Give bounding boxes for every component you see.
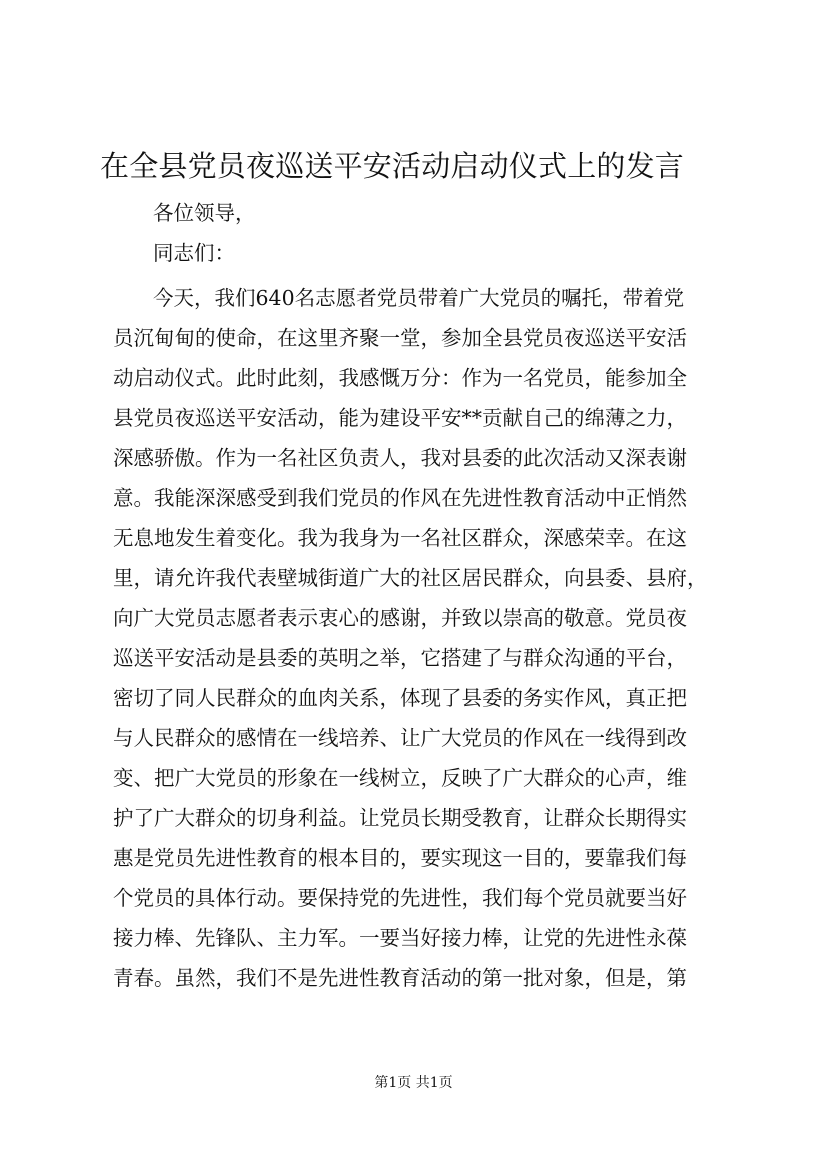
body-line: 员沉甸甸的使命，在这里齐聚一堂，参加全县党员夜巡送平安活 [113, 326, 687, 350]
page-footer: 第1页 共1页 [374, 1075, 453, 1091]
salutation-comrades: 同志们： [153, 241, 235, 265]
body-line: 今天，我们640名志愿者党员带着广大党员的嘱托，带着党 [153, 286, 685, 310]
body-line: 意。我能深深感受到我们党员的作风在先进性教育活动中正悄然 [113, 486, 687, 510]
body-line: 密切了同人民群众的血肉关系，体现了县委的务实作风，真正把 [113, 686, 687, 710]
body-line: 接力棒、先锋队、主力军。一要当好接力棒，让党的先进性永葆 [113, 926, 687, 950]
body-line: 巡送平安活动是县委的英明之举，它搭建了与群众沟通的平台， [113, 646, 687, 670]
body-line: 个党员的具体行动。要保持党的先进性，我们每个党员就要当好 [113, 886, 687, 910]
body-line: 动启动仪式。此时此刻，我感慨万分：作为一名党员，能参加全 [113, 366, 687, 390]
body-line: 向广大党员志愿者表示衷心的感谢，并致以崇高的敬意。党员夜 [113, 606, 687, 630]
body-line: 惠是党员先进性教育的根本目的，要实现这一目的，要靠我们每 [113, 846, 687, 870]
body-line: 变、把广大党员的形象在一线树立，反映了广大群众的心声，维 [113, 766, 687, 790]
salutation-leaders: 各位领导， [153, 201, 256, 225]
body-line: 护了广大群众的切身利益。让党员长期受教育，让群众长期得实 [113, 806, 687, 830]
body-line: 深感骄傲。作为一名社区负责人，我对县委的此次活动又深表谢 [113, 446, 687, 470]
body-line: 里，请允许我代表壁城街道广大的社区居民群众，向县委、县府， [113, 566, 708, 590]
body-line: 与人民群众的感情在一线培养、让广大党员的作风在一线得到改 [113, 726, 687, 750]
document-title: 在全县党员夜巡送平安活动启动仪式上的发言 [100, 149, 685, 183]
body-line: 青春。虽然，我们不是先进性教育活动的第一批对象，但是，第 [113, 966, 687, 990]
body-line: 县党员夜巡送平安活动，能为建设平安**贡献自己的绵薄之力， [113, 406, 687, 430]
body-line: 无息地发生着变化。我为我身为一名社区群众，深感荣幸。在这 [113, 526, 687, 550]
